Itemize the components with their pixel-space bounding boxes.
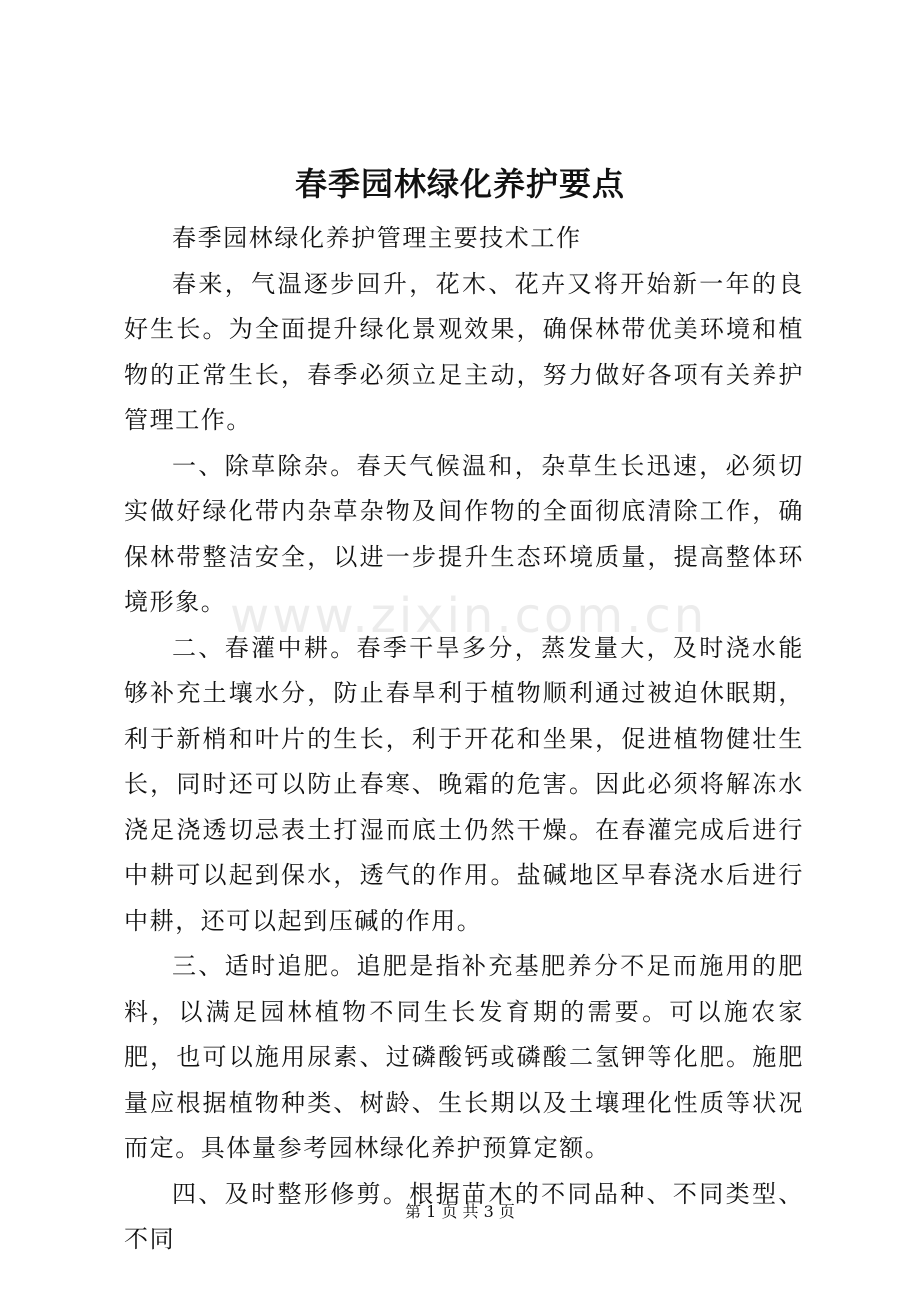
paragraph-weeding: 一、除草除杂。春天气候温和，杂草生长迅速，必须切实做好绿化带内杂草杂物及间作物的全面彻底清除工作，确保林带整洁安全，以进一步提升生态环境质量，提高整体环境形象。 bbox=[124, 451, 804, 616]
document-title: 春季园林绿化养护要点 bbox=[294, 165, 625, 203]
page-footer: 第 1 页 共 3 页 bbox=[405, 1202, 515, 1221]
paragraph-fertilizing: 三、适时追肥。追肥是指补充基肥养分不足而施用的肥料，以满足园林植物不同生长发育期的需要。可以施农家肥，也可以施用尿素、过磷酸钙或磷酸二氢钾等化肥。施肥量应根据植物种类、树龄、生长期以及土壤理化性质等状况而定。具体量参考园林绿化养护预算定额。 bbox=[124, 952, 804, 1162]
document-subtitle: 春季园林绿化养护管理主要技术工作 bbox=[172, 224, 582, 252]
paragraph-pruning: 四、及时整形修剪。根据苗木的不同品种、不同类型、不同 bbox=[124, 1179, 804, 1253]
paragraph-irrigation: 二、春灌中耕。春季干旱多分，蒸发量大，及时浇水能够补充土壤水分，防止春旱利于植物顺利通过被迫休眠期，利于新梢和叶片的生长，利于开花和坐果，促进植物健壮生长，同时还可以防止春寒、晚霜的危害。因此必须将解冻水浇足浇透切忌表土打湿而底土仍然干燥。在春灌完成后进行中耕可以起到保水，透气的作用。盐碱地区早春浇水后进行中耕，还可以起到压碱的作用。 bbox=[124, 633, 804, 935]
document-body bbox=[124, 216, 804, 1263]
paragraph-intro: 春来，气温逐步回升，花木、花卉又将开始新一年的良好生长。为全面提升绿化景观效果，确保林带优美环境和植物的正常生长，春季必须立足主动，努力做好各项有关养护管理工作。 bbox=[124, 269, 804, 434]
watermark-text: www.zixin.com.cn bbox=[230, 588, 708, 644]
